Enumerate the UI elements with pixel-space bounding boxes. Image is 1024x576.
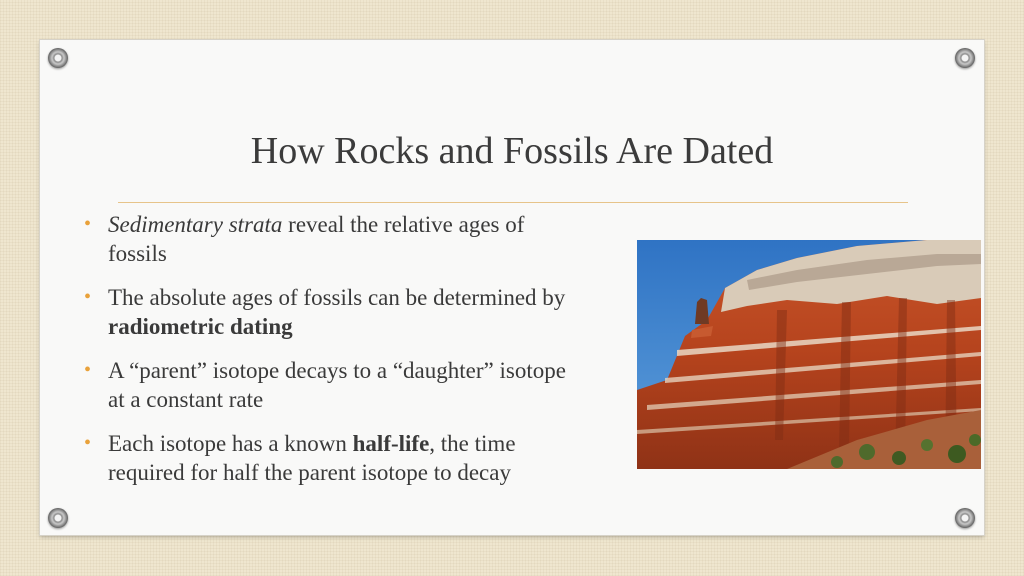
grommet-icon — [48, 508, 68, 528]
bullet-bold: radiometric dating — [108, 314, 293, 339]
bullet-icon: • — [84, 432, 92, 454]
bullet-text-after: , the time required for half the parent isotope to decay — [108, 431, 516, 485]
bullet-item — [84, 356, 584, 414]
title-divider — [118, 202, 908, 203]
bullet-italic: Sedimentary strata — [108, 212, 283, 237]
bullet-item — [84, 429, 584, 487]
bullet-item — [84, 210, 584, 268]
bullet-icon: • — [84, 213, 92, 235]
grommet-icon — [955, 508, 975, 528]
bullet-item — [84, 283, 584, 341]
grommet-icon — [955, 48, 975, 68]
bullet-icon: • — [84, 286, 92, 308]
bullet-text: A “parent” isotope decays to a “daughter” isotope at a constant rate — [108, 358, 566, 412]
bullet-text: The absolute ages of fossils can be determined by — [108, 285, 566, 310]
canyon-photo — [637, 240, 981, 469]
bullet-bold: half-life — [352, 431, 430, 456]
bullet-icon: • — [84, 359, 92, 381]
grommet-icon — [48, 48, 68, 68]
bullet-text: reveal the relative ages of fossils — [108, 212, 525, 266]
slide-title: How Rocks and Fossils Are Dated — [250, 130, 774, 172]
bullet-list — [84, 210, 584, 502]
bullet-text: Each isotope has a known — [108, 431, 353, 456]
